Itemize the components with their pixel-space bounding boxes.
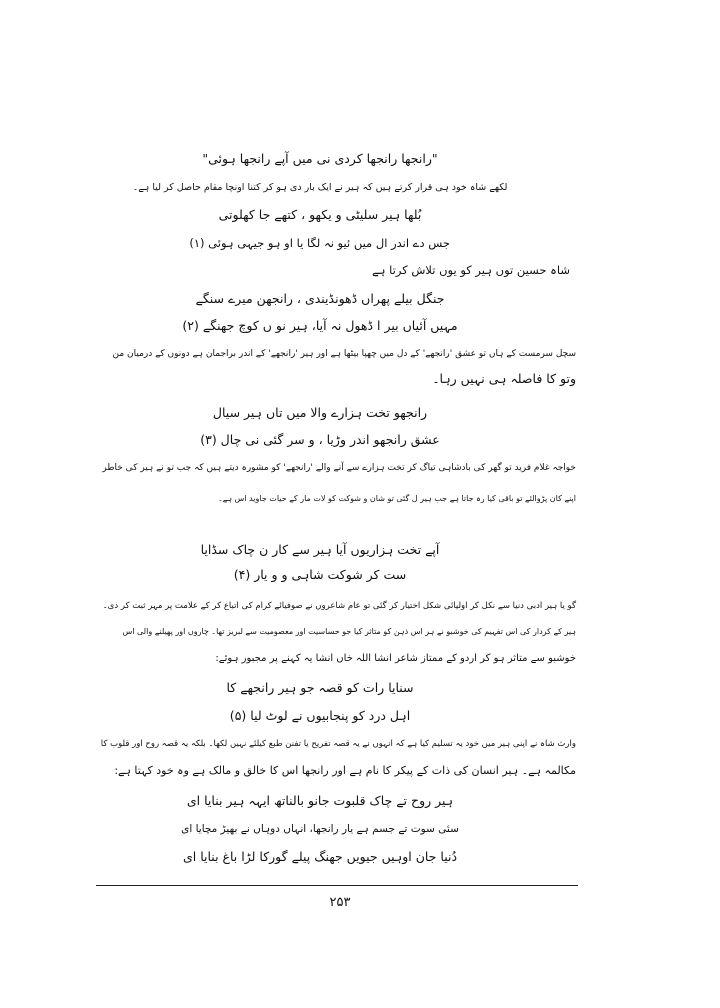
prose-line: مکالمہ ہے۔ ہیر انسان کی ذات کے پیکر کا نام ہے اور رانجھا اس کا خالق و مالک ہے وہ خود کہتا ہے: [114, 764, 576, 777]
prose-line: اپنے کان پڑوالئے تو باقی کیا رہ جاتا ہے جب ہیر ل گئی تو شان و شوکت کو لات مار کے حیات جاوید اس ہے۔ [217, 494, 576, 503]
verse-line: سئی سوت تے جسم ہے یار رانجھا، انہاں دوہاں نے بھیڑ مچایا ای [181, 823, 459, 835]
prose-line: خوشبو سے متاثر ہو کر اردو کے ممتاز شاعر انشا اللہ خاں انشا یہ کہنے پر مجبور ہوئے: [215, 653, 576, 664]
verse-line: بُلھا ہیر سلیٹی و یکھو ، کتھے جا کھلوتی [218, 207, 422, 222]
prose-line: گو یا ہیر ادبی دنیا سے نکل کر اولیائی شکل اختیار کر گئی تو عام شاعروں نے صوفیائے کرام کی اتباع کر کے علامت پر مہر ثبت کر دی۔ [102, 601, 576, 611]
verse-line: اہل درد کو پنجابیوں نے لوٹ لیا (۵) [229, 708, 411, 723]
verse-line: عشق رانجھو اندر وڑیا ، و سر گئی نی چال (۳) [200, 432, 440, 447]
verse-line: "رانجھا رانجھا کردی نی میں آپے رانجھا ہوئی" [202, 151, 438, 166]
prose-line: وارث شاہ نے اپنی ہیر میں خود یہ تسلیم کیا ہے کہ انہوں نے یہ قصہ تفریح یا تفنن طبع کیلئے نہیں لکھا۔ بلکہ یہ قصہ روح اور قلوب کا [100, 739, 576, 749]
verse-line: دُنیا جان اوہیں جیویں جھنگ پیلے گورکا لڑا باغ بنایا ای [182, 849, 458, 864]
verse-line: جنگل بیلے پھراں ڈھونڈیندی ، رانجھن میرے سنگے [195, 291, 445, 306]
verse-line: ہیر روح تے چاک قلبوت جانو بالناتھ ایہہ ہیر بنایا ای [186, 793, 454, 808]
prose-line: خواجہ غلام فرید تو گھر کی بادشاہی تیاگ کر تخت ہزارے سے آنے والے 'رانجھے' کو مشورہ دیتے ہیں کہ جب تو نے ہیر کی خاطر [102, 463, 576, 473]
prose-line: لکھے شاہ خود ہی قرار کرتے ہیں کہ ہیر نے ایک بار دی ہو کر کتنا اونچا مقام حاصل کر لیا ہے۔ [132, 182, 508, 193]
prose-line: سچل سرمست کے ہاں تو عشق 'رانجھے' کے دل میں چھپا بیٹھا ہے اور ہیر 'رانجھے' کے اندر براجمان ہے دونوں کے درمیان من [112, 349, 576, 359]
footer-rule [96, 885, 578, 886]
prose-line: شاہ حسین توں ہیر کو یوں تلاش کرتا ہے [372, 263, 570, 277]
prose-line: ہیر کے کردار کی اس تفہیم کی خوشبو نے ہر اس ذہن کو متاثر کیا جو حساسیت اور معصومیت سے لبریز تھا۔ چاروں اور پھیلنے والی اس [122, 627, 576, 636]
verse-line: جس دے اندر ال میں ئیو نہ لگا یا او ہو جیہی ہوئی (۱) [189, 236, 450, 250]
verse-line: مہیں آئیاں بیر ا ڈھول نہ آیا، ہیر نو ں کوچ جھنگے (۲) [182, 318, 458, 333]
prose-line: وتو کا فاصلہ ہی نہیں رہا۔ [432, 371, 576, 386]
verse-line: رانجھو تخت ہزارے والا میں تاں ہیر سیال [212, 405, 428, 420]
page-number: ۲۵۳ [329, 895, 351, 910]
verse-line: سنایا رات کو قصہ جو ہیر رانجھے کا [226, 680, 414, 695]
verse-line: آپے تخت ہزاریوں آیا ہیر سے کار ن چاک سڈایا [200, 542, 440, 557]
verse-line: ست کر شوکت شاہی و و یار (۴) [233, 567, 407, 582]
